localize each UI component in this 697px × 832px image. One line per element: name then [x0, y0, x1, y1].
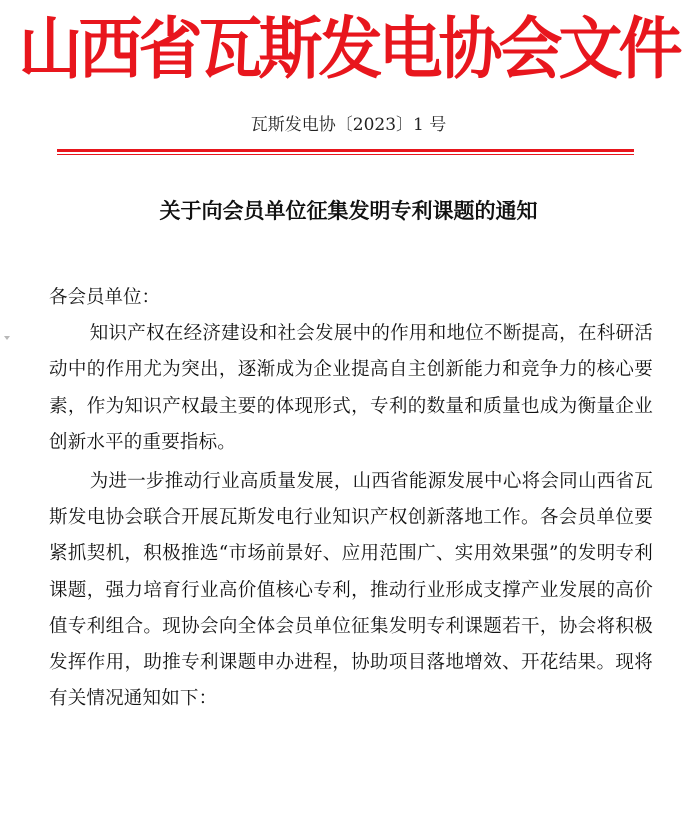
- salutation: 各会员单位：: [49, 287, 161, 308]
- notice-title: 关于向会员单位征集发明专利课题的通知: [159, 198, 538, 223]
- document-body: [49, 280, 653, 717]
- collapse-marker-icon: [4, 336, 10, 340]
- red-divider-thin: [57, 154, 634, 155]
- paragraph-2: 为进一步推动行业高质量发展，山西省能源发展中心将会同山西省瓦斯发电协会联合开展瓦斯发电行业知识产权创新落地工作。各会员单位要紧抓契机，积极推选“市场前景好、应用范围广、实用效果强”的发明专利课题，强力培育行业高价值核心专利，推动行业形成支撑产业发展的高价值专利组合。现协会向全体会员单位征集发明专利课题若干，协会将积极发挥作用，助推专利课题申办进程，协助项目落地增效、开花结果。现将有关情况通知如下：: [49, 471, 653, 710]
- document-number: 瓦斯发电协〔2023〕1 号: [250, 115, 447, 135]
- masthead-title: 山西省瓦斯发电协会文件: [18, 11, 679, 89]
- red-divider-thick: [57, 149, 634, 152]
- paragraph-1: 知识产权在经济建设和社会发展中的作用和地位不断提高，在科研活动中的作用尤为突出，逐渐成为企业提高自主创新能力和竞争力的核心要素，作为知识产权最主要的体现形式，专利的数量和质量也成为衡量企业创新水平的重要指标。: [49, 323, 653, 453]
